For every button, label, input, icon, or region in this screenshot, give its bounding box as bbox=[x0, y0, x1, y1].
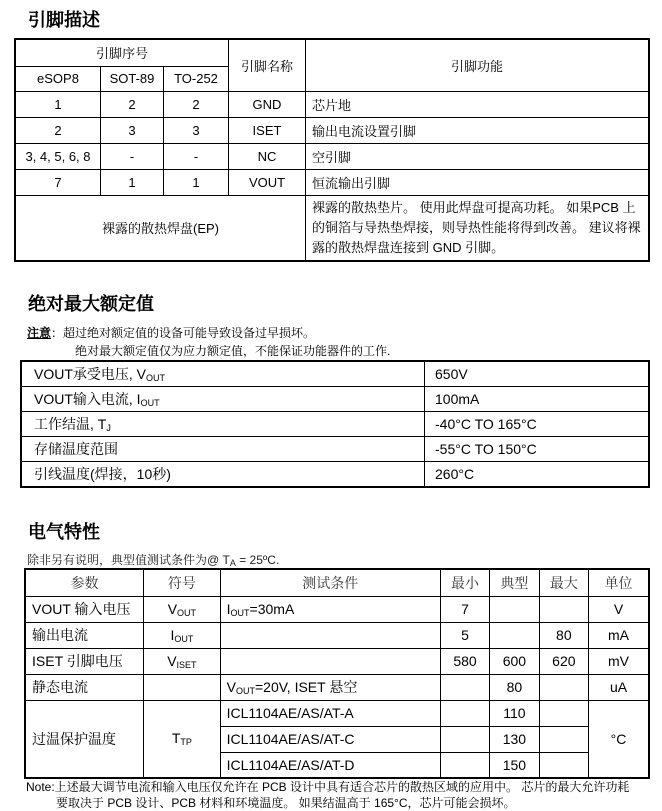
pin-row bbox=[15, 91, 649, 117]
esop-pin: 2 bbox=[15, 117, 101, 143]
pin-row bbox=[15, 117, 649, 143]
pin-name: NC bbox=[229, 143, 306, 169]
pkg-header: TO-252 bbox=[164, 66, 229, 91]
pin-description-title: 引脚描述 bbox=[28, 10, 100, 31]
typ: 600 bbox=[490, 648, 539, 674]
rating-value: -55°C TO 150°C bbox=[425, 437, 650, 462]
symbol bbox=[144, 674, 221, 700]
rating-param: 工作结温, $T_J$ bbox=[21, 412, 425, 437]
pkg-header: eSOP8 bbox=[15, 66, 101, 91]
column-header: 最大 bbox=[539, 569, 588, 596]
pin-function: 空引脚 bbox=[306, 143, 650, 169]
rating-row bbox=[21, 412, 649, 437]
rating-value: 100mA bbox=[425, 387, 650, 412]
column-header: 单位 bbox=[589, 569, 649, 596]
max bbox=[539, 674, 588, 700]
note-line: ：超过绝对额定值的设备可能导致设备过早损坏。 bbox=[51, 326, 316, 340]
condition-text: 除非另有说明，典型值测试条件为@ T bbox=[27, 553, 230, 567]
typ bbox=[490, 622, 539, 648]
pin-name: VOUT bbox=[229, 169, 306, 195]
rating-value: 260°C bbox=[425, 462, 650, 488]
condition: ICL1104AE/AS/AT-C bbox=[220, 726, 440, 752]
to-pin: 2 bbox=[164, 91, 229, 117]
spec-row bbox=[25, 596, 649, 622]
esop-pin: 7 bbox=[15, 169, 101, 195]
min: 5 bbox=[440, 622, 489, 648]
unit: mA bbox=[589, 622, 649, 648]
pin-function-header: 引脚功能 bbox=[306, 39, 650, 91]
typ: 150 bbox=[490, 752, 539, 778]
typ: 110 bbox=[490, 700, 539, 726]
rating-row bbox=[21, 361, 649, 387]
condition bbox=[220, 622, 440, 648]
pin-row bbox=[15, 169, 649, 195]
max bbox=[539, 596, 588, 622]
column-header: 符号 bbox=[144, 569, 221, 596]
to-pin: 1 bbox=[164, 169, 229, 195]
electrical-title: 电气特性 bbox=[28, 522, 100, 543]
spec-row bbox=[25, 700, 649, 726]
rating-param: 存储温度范围 bbox=[21, 437, 425, 462]
electrical-table bbox=[24, 568, 650, 779]
ep-name: 裸露的散热焊盘(EP) bbox=[15, 195, 306, 261]
pin-name: GND bbox=[229, 91, 306, 117]
note-line: 绝对最大额定值仅为应力额定值，不能保证功能器件的工作. bbox=[75, 344, 391, 358]
rating-value: -40°C TO 165°C bbox=[425, 412, 650, 437]
column-header: 最小 bbox=[440, 569, 489, 596]
unit: V bbox=[589, 596, 649, 622]
column-header: 测试条件 bbox=[220, 569, 440, 596]
condition: $I_{OUT}=30mA$ bbox=[220, 596, 440, 622]
max: 80 bbox=[539, 622, 588, 648]
rating-row bbox=[21, 462, 649, 488]
symbol: $V_{OUT}$ bbox=[144, 596, 221, 622]
unit: °C bbox=[589, 700, 649, 778]
param: 输出电流 bbox=[25, 622, 144, 648]
typ: 130 bbox=[490, 726, 539, 752]
param: 过温保护温度 bbox=[25, 700, 144, 778]
rating-row bbox=[21, 387, 649, 412]
sot-pin: 2 bbox=[101, 91, 164, 117]
condition-sub: A bbox=[229, 558, 236, 568]
rating-param: VOUT输入电流, $I_{OUT}$ bbox=[21, 387, 425, 412]
min bbox=[440, 674, 489, 700]
sot-pin: 3 bbox=[101, 117, 164, 143]
param: 静态电流 bbox=[25, 674, 144, 700]
footnote: 要取决于 PCB 设计、PCB 材料和环境温度。 如果结温高于 165°C，芯片可能会损坏。 bbox=[56, 796, 516, 810]
condition: ICL1104AE/AS/AT-D bbox=[220, 752, 440, 778]
sot-pin: - bbox=[101, 143, 164, 169]
rating-param: 引线温度(焊接，10秒) bbox=[21, 462, 425, 488]
symbol: $V_{ISET}$ bbox=[144, 648, 221, 674]
ep-function: 裸露的散热垫片。 使用此焊盘可提高功耗。 如果PCB 上的铜箔与导热垫焊接，则导热性能将得到改善。 建议将裸露的散热焊盘连接到 GND 引脚。 bbox=[306, 195, 650, 261]
max: 620 bbox=[539, 648, 588, 674]
spec-row bbox=[25, 622, 649, 648]
spec-row bbox=[25, 648, 649, 674]
min: 7 bbox=[440, 596, 489, 622]
note-label: 注意 bbox=[27, 326, 52, 340]
to-pin: - bbox=[164, 143, 229, 169]
symbol: $T_{TP}$ bbox=[144, 700, 221, 778]
pin-function: 芯片地 bbox=[306, 91, 650, 117]
rating-value: 650V bbox=[425, 361, 650, 387]
pin-name: ISET bbox=[229, 117, 306, 143]
column-header: 参数 bbox=[25, 569, 144, 596]
pin-function: 恒流输出引脚 bbox=[306, 169, 650, 195]
to-pin: 3 bbox=[164, 117, 229, 143]
rating-row bbox=[21, 437, 649, 462]
unit: uA bbox=[589, 674, 649, 700]
condition-end: = 25ºC. bbox=[235, 553, 280, 567]
esop-pin: 3, 4, 5, 6, 8 bbox=[15, 143, 101, 169]
abs-max-table bbox=[20, 360, 650, 488]
typ bbox=[490, 596, 539, 622]
pkg-header: SOT-89 bbox=[101, 66, 164, 91]
condition: $V_{OUT}=20V$, ISET 悬空 bbox=[220, 674, 440, 700]
pin-row bbox=[15, 143, 649, 169]
param: VOUT 输入电压 bbox=[25, 596, 144, 622]
sot-pin: 1 bbox=[101, 169, 164, 195]
pin-function: 输出电流设置引脚 bbox=[306, 117, 650, 143]
footnote: Note:上述最大调节电流和输入电压仅允许在 PCB 设计中具有适合芯片的散热区域的应用中。 芯片的最大允许功耗 bbox=[26, 780, 630, 794]
rating-param: VOUT承受电压, $V_{OUT}$ bbox=[21, 361, 425, 387]
pin-name-header: 引脚名称 bbox=[229, 39, 306, 91]
unit: mV bbox=[589, 648, 649, 674]
esop-pin: 1 bbox=[15, 91, 101, 117]
condition bbox=[220, 648, 440, 674]
abs-max-title: 绝对最大额定值 bbox=[28, 294, 154, 315]
pin-number-header: 引脚序号 bbox=[15, 39, 229, 66]
condition: ICL1104AE/AS/AT-A bbox=[220, 700, 440, 726]
pin-table bbox=[14, 38, 650, 262]
min: 580 bbox=[440, 648, 489, 674]
param: ISET 引脚电压 bbox=[25, 648, 144, 674]
symbol: $I_{OUT}$ bbox=[144, 622, 221, 648]
typ: 80 bbox=[490, 674, 539, 700]
spec-row bbox=[25, 674, 649, 700]
column-header: 典型 bbox=[490, 569, 539, 596]
